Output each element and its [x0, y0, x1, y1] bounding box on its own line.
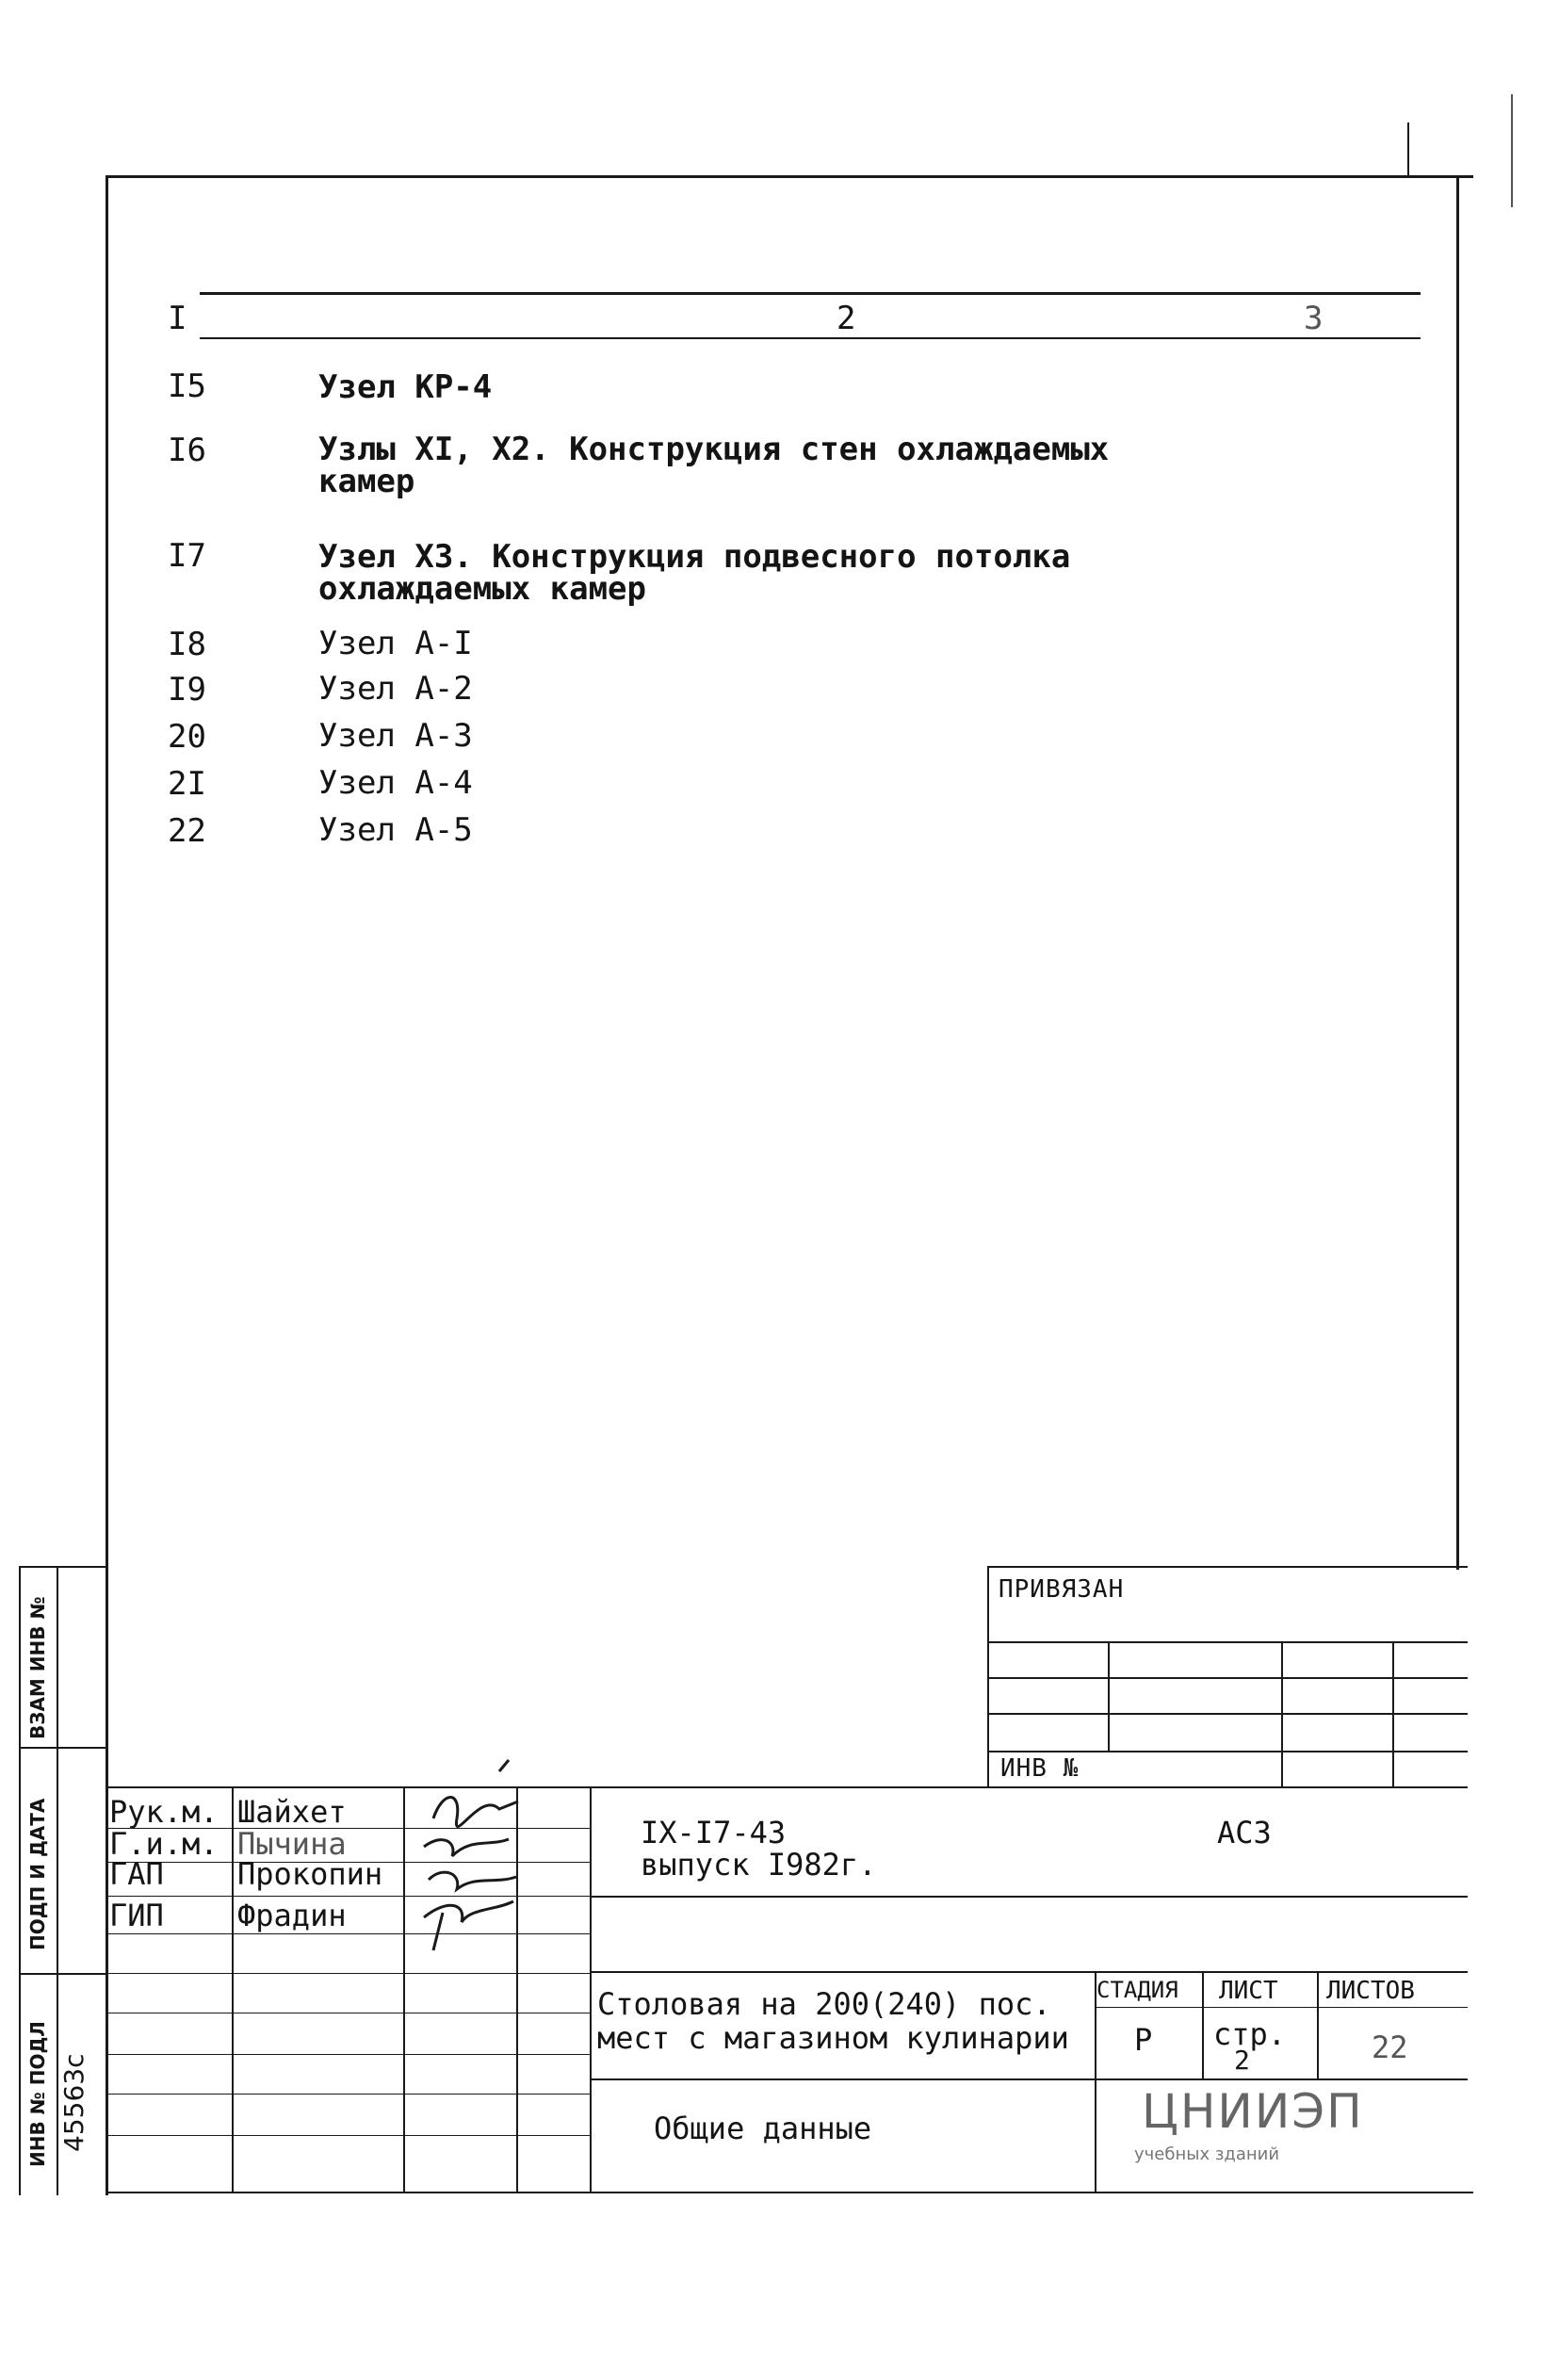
scan-mark-top-right — [1407, 122, 1409, 175]
staff-row8 — [106, 2094, 592, 2095]
item-title-continued: камер — [318, 463, 415, 500]
privyazan-col1 — [1108, 1641, 1110, 1751]
item-title: Узел А-5 — [318, 811, 473, 849]
item-number: I7 — [168, 537, 206, 575]
header-rule-bottom — [200, 337, 1421, 339]
header-col3: 3 — [1304, 300, 1324, 337]
staff-row9 — [106, 2135, 592, 2136]
item-title: Узел КР-4 — [318, 368, 493, 406]
podpis-data-label: ПОДП И ДАТА — [26, 1798, 49, 1950]
item-number: I5 — [168, 367, 206, 405]
frame-top — [106, 175, 1473, 178]
tb-row2 — [590, 1971, 1468, 1973]
sheets-value: 22 — [1372, 2030, 1408, 2065]
project-name-line2: мест с магазином кулинарии — [597, 2020, 1069, 2056]
tb-col-sheet — [1202, 1971, 1204, 2078]
staff-name: Фрадин — [237, 1898, 347, 1933]
frame-right — [1456, 175, 1459, 1570]
item-title: Узел А-I — [318, 625, 473, 662]
item-title: Узел А-3 — [318, 717, 473, 755]
sheet-label: ЛИСТ — [1219, 1977, 1278, 2005]
organization-logo: ЦНИИЭП — [1142, 2084, 1364, 2139]
frame-left — [106, 175, 108, 2195]
privyazan-row1 — [987, 1641, 1468, 1643]
item-number: 2I — [168, 765, 206, 803]
privyazan-row4 — [987, 1751, 1468, 1752]
sheets-label: ЛИСТОВ — [1326, 1977, 1415, 2005]
inv-podl-label: ИНВ № ПОДЛ — [26, 2021, 49, 2167]
document-code: IX-I7-43 — [641, 1815, 787, 1850]
document-mark: АСЗ — [1217, 1815, 1272, 1850]
privyazan-label: ПРИВЯЗАН — [999, 1575, 1125, 1604]
staff-role: Рук.м. — [109, 1794, 219, 1830]
staff-role: Г.и.м. — [109, 1826, 219, 1862]
staff-role: ГИП — [109, 1898, 164, 1933]
inv-number-handwritten: 45563с — [58, 2053, 89, 2152]
header-col2: 2 — [836, 300, 856, 337]
staff-name: Пычина — [237, 1826, 347, 1862]
item-title-continued: охлаждаемых камер — [318, 570, 646, 608]
side-stamp-top — [19, 1566, 107, 1568]
tb-col-sheets — [1317, 1971, 1319, 2078]
item-title: Узел А-2 — [318, 670, 473, 708]
staff-role: ГАП — [109, 1856, 164, 1892]
header-col1: I — [168, 300, 187, 337]
vzam-inv-label: ВЗАМ ИНВ № — [26, 1596, 49, 1739]
stage-label: СТАДИЯ — [1096, 1977, 1178, 2003]
inv-label: ИНВ № — [1000, 1754, 1080, 1783]
item-number: 22 — [168, 812, 206, 850]
privyazan-col3 — [1392, 1641, 1394, 1786]
staff-row7 — [106, 2054, 592, 2055]
frame-bottom — [106, 2192, 1473, 2193]
sheet-value-number: 2 — [1234, 2045, 1250, 2076]
stage-value: Р — [1134, 2022, 1153, 2058]
staff-name: Шайхет — [237, 1794, 347, 1830]
privyazan-row2 — [987, 1677, 1468, 1679]
privyazan-top — [987, 1566, 1468, 1568]
tb-left — [590, 1786, 592, 2192]
tb-col-stage — [1095, 1971, 1096, 2192]
tb-stage-sep — [1095, 2007, 1468, 2008]
sheet-title: Общие данные — [654, 2111, 872, 2146]
project-name-line1: Столовая на 200(240) пос. — [597, 1986, 1051, 2022]
header-rule-top — [200, 292, 1421, 295]
staff-name: Прокопин — [237, 1856, 383, 1892]
tb-row1 — [590, 1896, 1468, 1898]
privyazan-col2 — [1281, 1641, 1283, 1786]
document-issue: выпуск I982г. — [641, 1847, 877, 1883]
scan-mark-right — [1511, 94, 1513, 207]
staff-top — [106, 1786, 1468, 1788]
item-number: I8 — [168, 626, 206, 663]
staff-col-role — [232, 1786, 234, 2192]
tb-row3 — [590, 2078, 1468, 2080]
side-stamp-sep2 — [19, 1973, 107, 1975]
sheet-value: стр. — [1213, 2016, 1287, 2052]
item-title: Узлы XI, X2. Конструкция стен охлаждаемых — [318, 431, 1110, 468]
side-stamp-outer-left — [19, 1566, 21, 2195]
item-title: Узел А-4 — [318, 764, 473, 802]
item-number: I9 — [168, 671, 206, 709]
organization-subtitle: учебных зданий — [1134, 2144, 1280, 2164]
item-title: Узел X3. Конструкция подвесного потолка — [318, 538, 1071, 576]
item-number: 20 — [168, 718, 206, 756]
item-number: I6 — [168, 432, 206, 469]
privyazan-row3 — [987, 1713, 1468, 1715]
signature-scribbles — [405, 1752, 537, 1979]
privyazan-left — [987, 1566, 989, 1786]
side-stamp-sep1 — [19, 1747, 107, 1749]
